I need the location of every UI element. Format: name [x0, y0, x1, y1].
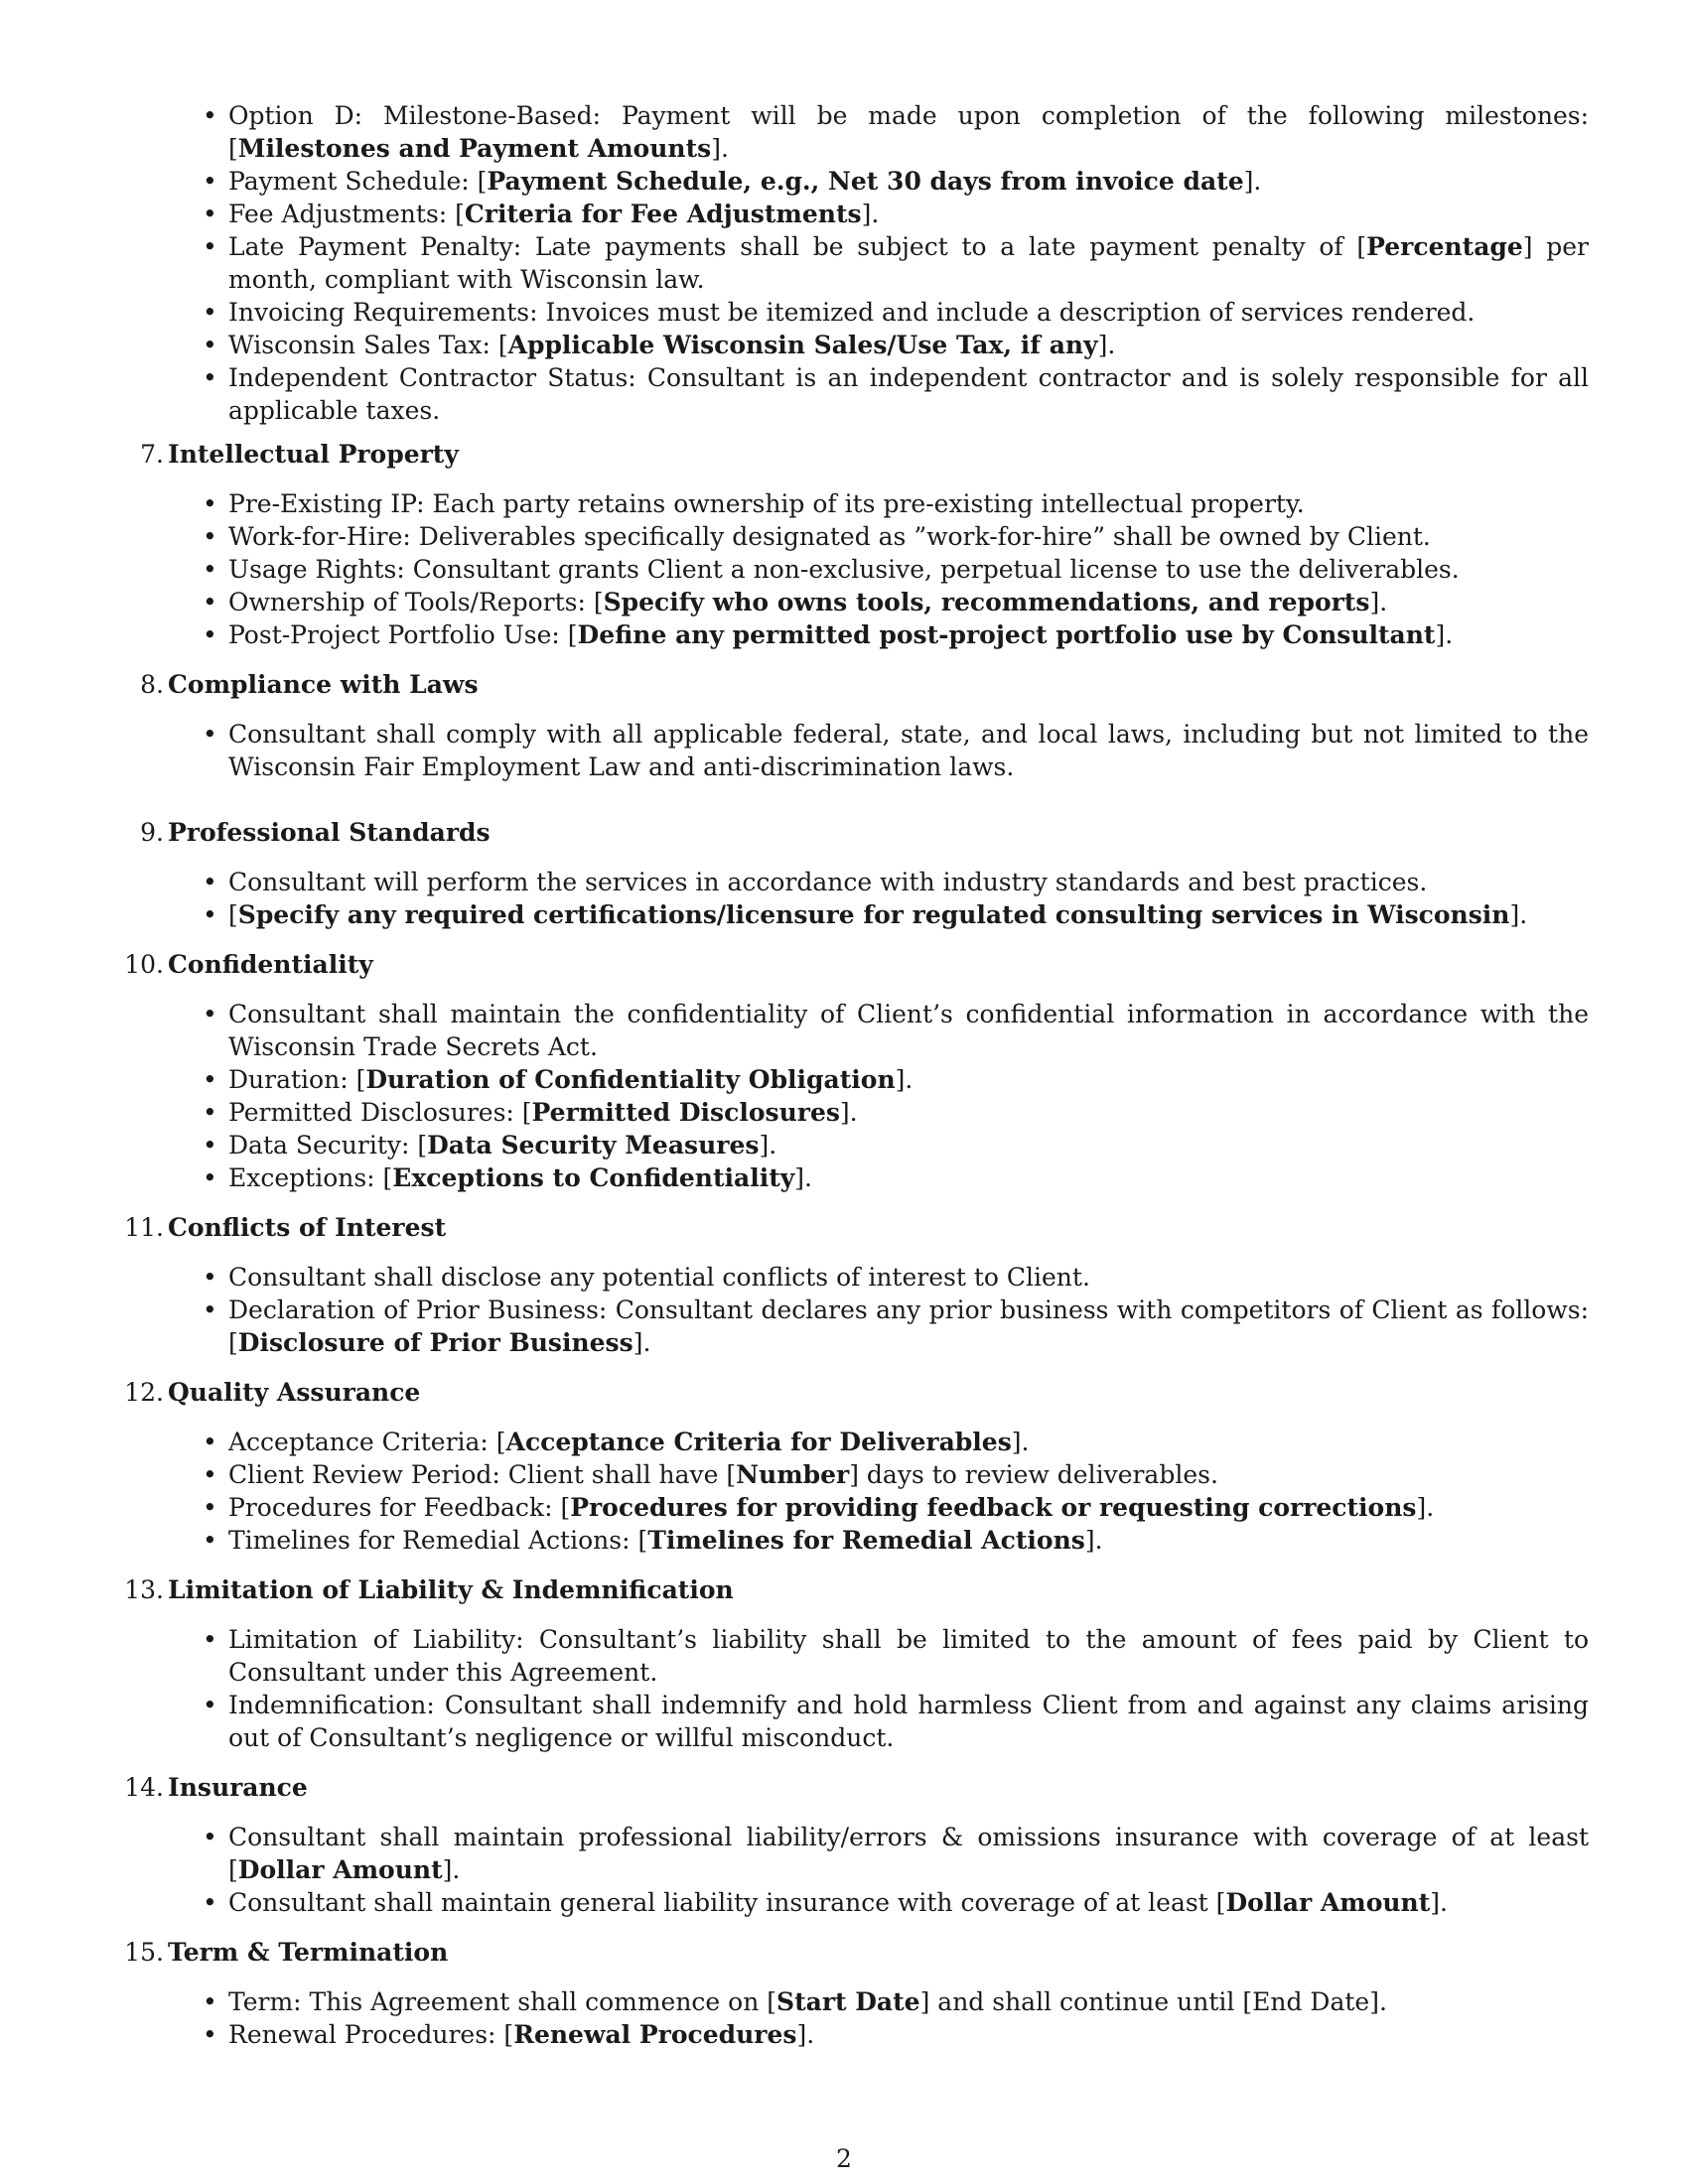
section-title: Insurance [168, 1773, 308, 1802]
list-item: • Data Security: [Data Security Measures]. [228, 1129, 1589, 1161]
list-item: • Consultant shall maintain general liability insurance with coverage of at least [Dollar Amount]. [228, 1886, 1589, 1919]
section-number: 12. [124, 1378, 164, 1407]
list-item: • Post-Project Portfolio Use: [Define any permitted post-project portfolio use by Consultant]. [228, 618, 1589, 651]
section-number: 9. [140, 818, 164, 847]
list-item: • Procedures for Feedback: [Procedures for providing feedback or requesting corrections]. [228, 1491, 1589, 1524]
list-item: • Term: This Agreement shall commence on [Start Date] and shall continue until [End Date]. [228, 1985, 1589, 2018]
list-item: • Ownership of Tools/Reports: [Specify who owns tools, recommendations, and reports]. [228, 586, 1589, 618]
section-heading [0, 816, 1688, 850]
list-item: • Permitted Disclosures: [Permitted Disclosures]. [228, 1096, 1589, 1129]
section-number: 7. [140, 440, 164, 469]
section-heading [0, 948, 1688, 982]
list-item: • Consultant shall maintain professional liability/errors & omissions insurance with coverage of at least [Dollar Amount]. [228, 1821, 1589, 1886]
section-number: 11. [124, 1213, 164, 1242]
section-heading [0, 1573, 1688, 1607]
section-list [228, 487, 1589, 651]
section-title: Limitation of Liability & Indemnification [168, 1575, 734, 1604]
section-heading [0, 1771, 1688, 1805]
list-item: • Work-for-Hire: Deliverables specifically designated as ”work-for-hire” shall be owned by Client. [228, 520, 1589, 553]
section-list [228, 1623, 1589, 1754]
list-item: • Pre-Existing IP: Each party retains ownership of its pre-existing intellectual property. [228, 487, 1589, 520]
section-list [228, 1985, 1589, 2051]
list-item: • Consultant shall maintain the confidentiality of Client’s confidential information in accordance with the Wisconsin Trade Secrets Act. [228, 998, 1589, 1063]
section-title: Intellectual Property [168, 440, 459, 469]
section-title: Term & Termination [168, 1938, 449, 1967]
list-item: • Renewal Procedures: [Renewal Procedures]. [228, 2018, 1589, 2051]
list-item: • Consultant will perform the services in accordance with industry standards and best practices. [228, 866, 1589, 898]
section-list [228, 998, 1589, 1194]
list-item: • Limitation of Liability: Consultant’s liability shall be limited to the amount of fees paid by Client to Consultant under this Agreement. [228, 1623, 1589, 1689]
section-list [228, 1261, 1589, 1359]
list-item: • Indemnification: Consultant shall indemnify and hold harmless Client from and against any claims arising out of Consultant’s negligence or willful misconduct. [228, 1689, 1589, 1754]
section-list [228, 1821, 1589, 1919]
section-heading [0, 1376, 1688, 1410]
section-heading [0, 668, 1688, 702]
list-item: • [Specify any required certifications/licensure for regulated consulting services in Wisconsin]. [228, 898, 1589, 931]
list-item: • Timelines for Remedial Actions: [Timelines for Remedial Actions]. [228, 1524, 1589, 1557]
list-item: • Consultant shall comply with all applicable federal, state, and local laws, including but not limited to the Wisconsin Fair Employment Law and anti-discrimination laws. [228, 718, 1589, 783]
section-title: Compliance with Laws [168, 670, 479, 699]
section-title: Conflicts of Interest [168, 1213, 447, 1242]
section-heading [0, 1936, 1688, 1970]
section-title: Confidentiality [168, 950, 373, 979]
list-item: • Wisconsin Sales Tax: [Applicable Wisconsin Sales/Use Tax, if any]. [228, 329, 1589, 361]
section-title: Quality Assurance [168, 1378, 421, 1407]
list-item: • Client Review Period: Client shall have [Number] days to review deliverables. [228, 1458, 1589, 1491]
list-item: • Fee Adjustments: [Criteria for Fee Adjustments]. [228, 198, 1589, 230]
section-list [228, 866, 1589, 931]
list-item: • Consultant shall disclose any potential conflicts of interest to Client. [228, 1261, 1589, 1294]
list-item: • Acceptance Criteria: [Acceptance Criteria for Deliverables]. [228, 1426, 1589, 1458]
list-item: • Option D: Milestone-Based: Payment will be made upon completion of the following milestones: [Milestones and Payment Amounts]. [228, 99, 1589, 165]
list-item: • Invoicing Requirements: Invoices must be itemized and include a description of services rendered. [228, 296, 1589, 329]
page-number: 2 [836, 2144, 852, 2173]
section-heading [0, 438, 1688, 472]
section-number: 15. [124, 1938, 164, 1967]
section-title: Professional Standards [168, 818, 491, 847]
list-item: • Late Payment Penalty: Late payments shall be subject to a late payment penalty of [Percentage] per month, compliant with Wisconsin law. [228, 230, 1589, 296]
section-heading [0, 1211, 1688, 1245]
list-item: • Declaration of Prior Business: Consultant declares any prior business with competitors of Client as follows: [Disclosure of Prior Business]. [228, 1294, 1589, 1359]
section-number: 10. [124, 950, 164, 979]
list-item: • Duration: [Duration of Confidentiality Obligation]. [228, 1063, 1589, 1096]
section-number: 8. [140, 670, 164, 699]
list-item: • Usage Rights: Consultant grants Client a non-exclusive, perpetual license to use the deliverables. [228, 553, 1589, 586]
list-item: • Independent Contractor Status: Consultant is an independent contractor and is solely responsible for all applicable taxes. [228, 361, 1589, 427]
list-item: • Exceptions: [Exceptions to Confidentiality]. [228, 1161, 1589, 1194]
payment-terms-continued-list [228, 99, 1589, 427]
section-number: 13. [124, 1575, 164, 1604]
section-number: 14. [124, 1773, 164, 1802]
section-list [228, 718, 1589, 783]
section-list [228, 1426, 1589, 1557]
list-item: • Payment Schedule: [Payment Schedule, e.g., Net 30 days from invoice date]. [228, 165, 1589, 198]
